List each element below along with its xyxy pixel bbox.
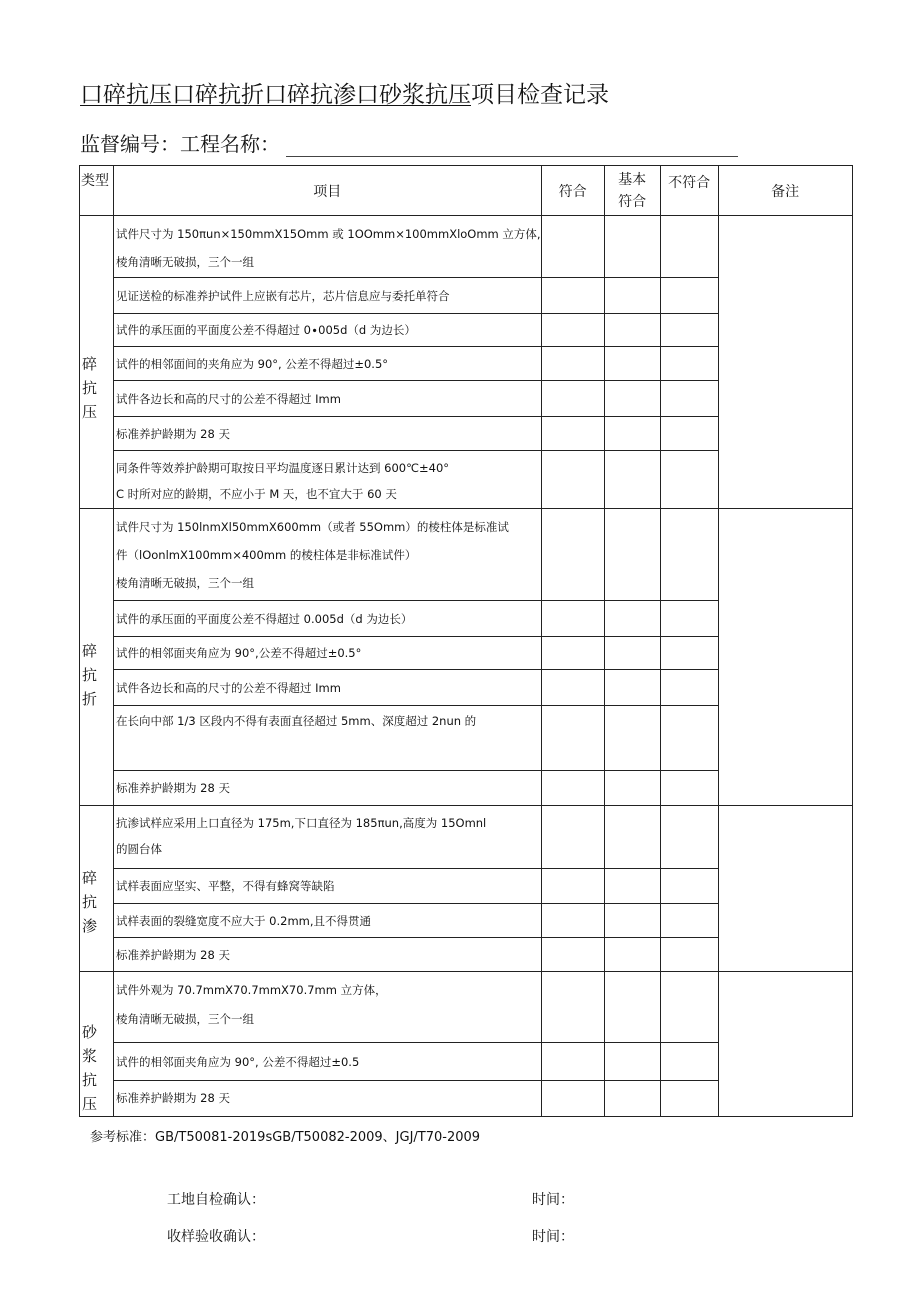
- page-title: [80, 76, 609, 109]
- conform-cell[interactable]: [541, 509, 604, 601]
- conform-cell[interactable]: [541, 314, 604, 347]
- conform-cell[interactable]: [541, 904, 604, 938]
- item-text: [114, 670, 542, 706]
- item-line: 试件的相邻面夹角应为 90°,公差不得超过±0.5°: [116, 646, 362, 660]
- supervision-line: [80, 128, 738, 157]
- basic-conform-cell[interactable]: [604, 601, 660, 637]
- basic-conform-cell[interactable]: [604, 806, 660, 869]
- basic-conform-cell[interactable]: [604, 1080, 660, 1116]
- nonconform-cell[interactable]: [660, 314, 718, 347]
- remarks-cell[interactable]: [718, 509, 852, 806]
- category-label-line1: 砂 浆: [82, 1023, 102, 1065]
- header-type: 类型: [80, 166, 114, 216]
- item-text: [114, 904, 542, 938]
- nonconform-cell[interactable]: [660, 278, 718, 314]
- item-line: 试件的承压面的平面度公差不得超过 0∙005d（d 为边长）: [116, 323, 416, 337]
- conform-cell[interactable]: [541, 601, 604, 637]
- item-text: [114, 347, 542, 381]
- item-text: [114, 972, 542, 1043]
- basic-conform-cell[interactable]: [604, 869, 660, 904]
- item-line: 试件外观为 70.7mmX70.7mmX70.7mm 立方体，: [116, 983, 387, 997]
- item-line: 试件各边长和高的尺寸的公差不得超过 Imm: [116, 680, 341, 695]
- nonconform-cell[interactable]: [660, 1043, 718, 1080]
- item-line: 标准养护龄期为 28 天: [116, 781, 230, 795]
- header-row: [80, 166, 853, 216]
- item-line: 的圆台体: [116, 842, 162, 856]
- conform-cell[interactable]: [541, 381, 604, 417]
- nonconform-cell[interactable]: [660, 417, 718, 451]
- item-line: 棱角清晰无破损，三个一组: [116, 576, 254, 590]
- item-text: [114, 806, 542, 869]
- item-text: [114, 601, 542, 637]
- inspection-table: [79, 165, 853, 1117]
- header-conform: 符合: [541, 166, 604, 216]
- site-check-time-label: 时间：: [532, 1192, 574, 1208]
- nonconform-cell[interactable]: [660, 771, 718, 806]
- basic-conform-cell[interactable]: [604, 278, 660, 314]
- sample-accept-label: 收样验收确认：: [167, 1229, 265, 1245]
- basic-conform-cell[interactable]: [604, 216, 660, 278]
- item-line: 试件各边长和高的尺寸的公差不得超过 Imm: [116, 391, 341, 406]
- table-row: [80, 972, 853, 1043]
- remarks-cell[interactable]: [718, 216, 852, 509]
- item-line: 棱角清晰无破损，三个一组: [116, 255, 254, 269]
- item-line: 标准养护龄期为 28 天: [116, 947, 230, 962]
- item-line: 抗渗试样应采用上口直径为 175m,下口直径为 185πun,高度为 15Omnl: [116, 816, 487, 830]
- site-check-label: 工地自检确认：: [167, 1192, 265, 1208]
- table-row: [80, 806, 853, 869]
- item-line: 试样表面的裂缝宽度不应大于 0.2mm,且不得贯通: [116, 913, 372, 928]
- conform-cell[interactable]: [541, 216, 604, 278]
- basic-conform-cell[interactable]: [604, 1043, 660, 1080]
- title-suffix: 项目检查记录: [471, 82, 609, 108]
- item-line: 试件的相邻面夹角应为 90°, 公差不得超过±0.5: [116, 1054, 360, 1069]
- item-text: [114, 216, 542, 278]
- nonconform-cell[interactable]: [660, 509, 718, 601]
- category-label-line1: 碎 抗: [82, 355, 102, 397]
- basic-conform-cell[interactable]: [604, 670, 660, 706]
- nonconform-cell[interactable]: [660, 451, 718, 509]
- basic-conform-cell[interactable]: [604, 938, 660, 972]
- table-row: [80, 216, 853, 278]
- item-line: 试件的承压面的平面度公差不得超过 0.005d（d 为边长）: [116, 611, 413, 626]
- conform-cell[interactable]: [541, 706, 604, 771]
- category-label-line1: 碎 抗: [82, 642, 102, 684]
- nonconform-cell[interactable]: [660, 381, 718, 417]
- category-cell: [80, 216, 114, 509]
- item-line: 试件尺寸为 150πun×150mmX15Omm 或 1OOmm×100mmXloOmm 立方体,: [116, 227, 541, 241]
- nonconform-cell[interactable]: [660, 972, 718, 1043]
- category-label-line2: 渗: [82, 917, 102, 935]
- conform-cell[interactable]: [541, 1043, 604, 1080]
- item-line: 试件尺寸为 150lnmXl50mmX600mm（或者 55Omm）的棱柱体是标准试: [116, 520, 509, 534]
- item-text: [114, 771, 542, 806]
- item-text: [114, 278, 542, 314]
- conform-cell[interactable]: [541, 771, 604, 806]
- table-row: [80, 509, 853, 601]
- category-label-line2: 抗压: [82, 1071, 102, 1113]
- conform-cell[interactable]: [541, 417, 604, 451]
- item-line: 试件的相邻面间的夹角应为 90°, 公差不得超过±0.5°: [116, 356, 389, 371]
- basic-conform-cell[interactable]: [604, 771, 660, 806]
- nonconform-cell[interactable]: [660, 216, 718, 278]
- header-basic-conform-line2: 符合: [618, 193, 647, 210]
- basic-conform-cell[interactable]: [604, 314, 660, 347]
- basic-conform-cell[interactable]: [604, 637, 660, 670]
- item-text: [114, 381, 542, 417]
- nonconform-cell[interactable]: [660, 938, 718, 972]
- category-label-line2: 压: [82, 403, 102, 421]
- item-line: 试样表面应坚实、平整，不得有蜂窝等缺陷: [116, 879, 335, 893]
- item-text: [114, 1043, 542, 1080]
- basic-conform-cell[interactable]: [604, 904, 660, 938]
- basic-conform-cell[interactable]: [604, 451, 660, 509]
- item-text: [114, 706, 542, 771]
- basic-conform-cell[interactable]: [604, 347, 660, 381]
- title-checkboxes: 口碎抗压口碎抗折口碎抗渗口砂浆抗压: [80, 82, 471, 108]
- nonconform-cell[interactable]: [660, 347, 718, 381]
- nonconform-cell[interactable]: [660, 637, 718, 670]
- category-label-line2: 折: [82, 690, 102, 708]
- item-line: 同条件等效养护龄期可取按日平均温度逐日累计达到 600℃±40°: [116, 461, 450, 475]
- item-text: [114, 509, 542, 601]
- basic-conform-cell[interactable]: [604, 509, 660, 601]
- category-cell: [80, 806, 114, 972]
- category-label-line1: 碎 抗: [82, 869, 102, 911]
- basic-conform-cell[interactable]: [604, 417, 660, 451]
- category-cell: [80, 972, 114, 1117]
- remarks-cell[interactable]: [718, 806, 852, 972]
- item-text: [114, 417, 542, 451]
- conform-cell[interactable]: [541, 451, 604, 509]
- nonconform-cell[interactable]: [660, 904, 718, 938]
- header-item: 项目: [114, 166, 542, 216]
- item-line: 件（lOonlmX100mm×400mm 的棱柱体是非标准试件）: [116, 548, 417, 562]
- conform-cell[interactable]: [541, 1080, 604, 1116]
- conform-cell[interactable]: [541, 670, 604, 706]
- conform-cell[interactable]: [541, 972, 604, 1043]
- category-cell: [80, 509, 114, 806]
- supervision-label: 监督编号：工程名称：: [80, 132, 280, 156]
- nonconform-cell[interactable]: [660, 601, 718, 637]
- item-line: 见证送检的标准养护试件上应嵌有芯片，芯片信息应与委托单符合: [116, 288, 450, 303]
- item-line: C 时所对应的龄期，不应小于 M 天，也不宜大于 60 天: [116, 487, 397, 501]
- item-text: [114, 938, 542, 972]
- item-text: [114, 637, 542, 670]
- item-text: [114, 314, 542, 347]
- reference-standards: 参考标准：GB/T50081-2019sGB/T50082-2009、JGJ/T70-2009: [90, 1130, 481, 1145]
- basic-conform-cell[interactable]: [604, 381, 660, 417]
- header-basic-conform-line1: 基本: [618, 171, 647, 188]
- basic-conform-cell[interactable]: [604, 972, 660, 1043]
- header-nonconform: 不符合: [660, 166, 718, 216]
- conform-cell[interactable]: [541, 938, 604, 972]
- conform-cell[interactable]: [541, 347, 604, 381]
- item-line: 棱角清晰无破损，三个一组: [116, 1012, 254, 1026]
- conform-cell[interactable]: [541, 278, 604, 314]
- item-text: [114, 451, 542, 509]
- conform-cell[interactable]: [541, 869, 604, 904]
- item-line: 在长向中部 1/3 区段内不得有表面直径超过 5mm、深度超过 2nun 的: [116, 714, 477, 728]
- basic-conform-cell[interactable]: [604, 706, 660, 771]
- conform-cell[interactable]: [541, 806, 604, 869]
- nonconform-cell[interactable]: [660, 869, 718, 904]
- item-text: [114, 1080, 542, 1116]
- nonconform-cell[interactable]: [660, 1080, 718, 1116]
- sample-accept-time-label: 时间：: [532, 1229, 574, 1245]
- header-remarks: 备注: [718, 166, 852, 216]
- item-text: [114, 869, 542, 904]
- nonconform-cell[interactable]: [660, 670, 718, 706]
- item-line: 标准养护龄期为 28 天: [116, 1091, 230, 1106]
- project-name-field[interactable]: [286, 136, 738, 157]
- header-basic-conform: [604, 166, 660, 216]
- nonconform-cell[interactable]: [660, 806, 718, 869]
- remarks-cell[interactable]: [718, 972, 852, 1117]
- nonconform-cell[interactable]: [660, 706, 718, 771]
- conform-cell[interactable]: [541, 637, 604, 670]
- item-line: 标准养护龄期为 28 天: [116, 426, 230, 441]
